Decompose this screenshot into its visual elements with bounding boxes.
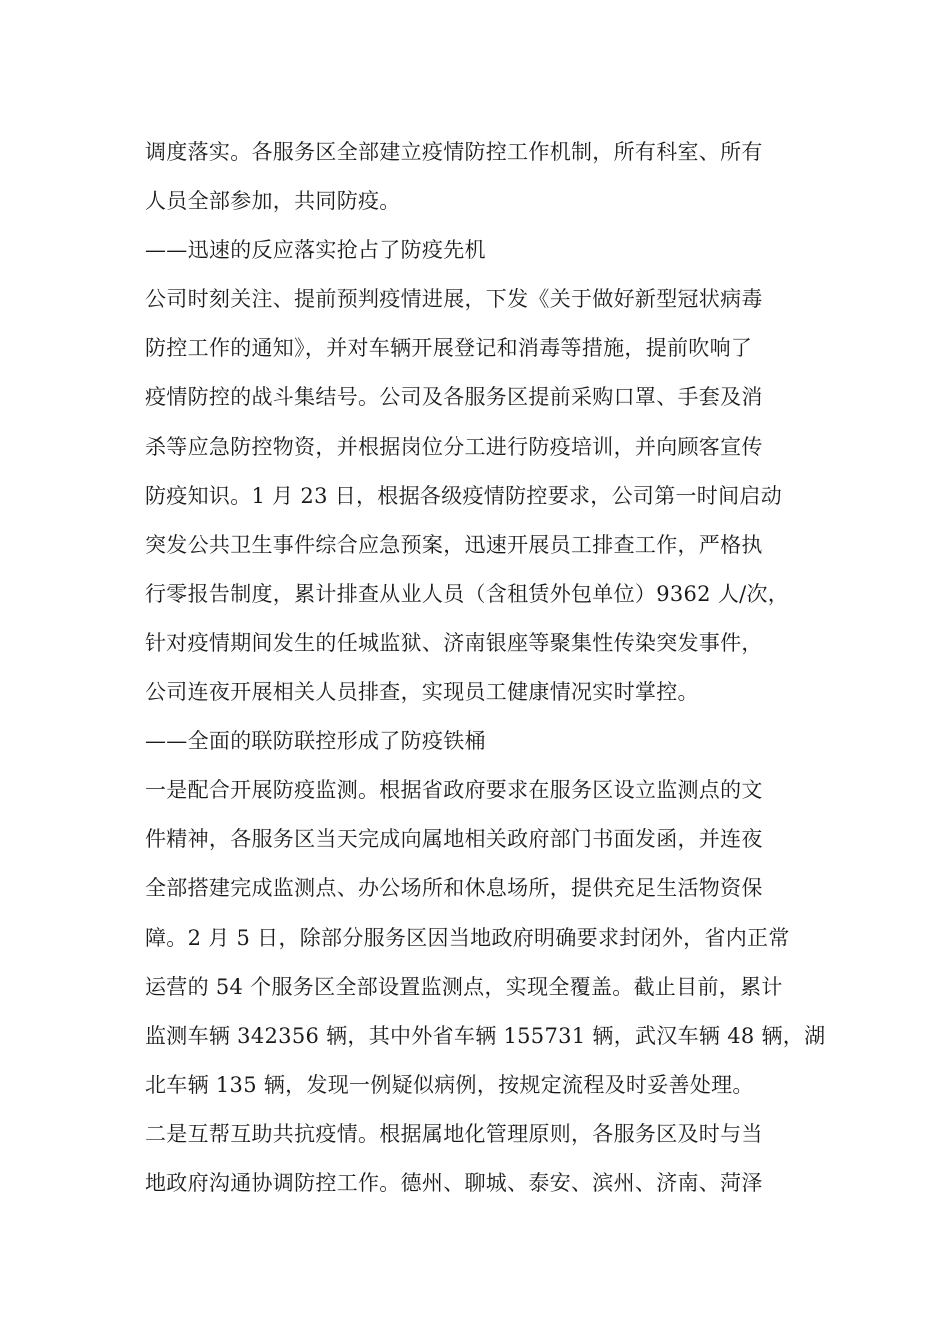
text-line: 针对疫情期间发生的任城监狱、济南银座等聚集性传染突发事件， bbox=[145, 630, 763, 655]
text-line: 二是互帮互助共抗疫情。根据属地化管理原则，各服务区及时与当 bbox=[145, 1121, 763, 1146]
text-line: 公司连夜开展相关人员排查，实现员工健康情况实时掌控。 bbox=[145, 680, 699, 705]
text-line: 一是配合开展防疫监测。根据省政府要求在服务区设立监测点的文 bbox=[145, 778, 763, 803]
text-line: 公司时刻关注、提前预判疫情进展，下发《关于做好新型冠状病毒 bbox=[145, 287, 763, 312]
text-line: 障。2 月 5 日，除部分服务区因当地政府明确要求封闭外，省内正常 bbox=[145, 925, 790, 950]
text-line: 件精神，各服务区当天完成向属地相关政府部门书面发函，并连夜 bbox=[145, 827, 763, 852]
text-line: 全部搭建完成监测点、办公场所和休息场所，提供充足生活物资保 bbox=[145, 876, 763, 901]
text-line: 防疫知识。1 月 23 日，根据各级疫情防控要求，公司第一时间启动 bbox=[145, 483, 783, 508]
section-heading: ——迅速的反应落实抢占了防疫先机 bbox=[145, 238, 486, 263]
document-body bbox=[145, 128, 826, 1208]
text-line: 突发公共卫生事件综合应急预案，迅速开展员工排查工作，严格执 bbox=[145, 532, 763, 557]
text-line: 运营的 54 个服务区全部设置监测点，实现全覆盖。截止目前，累计 bbox=[145, 974, 783, 999]
text-line: 疫情防控的战斗集结号。公司及各服务区提前采购口罩、手套及消 bbox=[145, 385, 763, 410]
section-heading: ——全面的联防联控形成了防疫铁桶 bbox=[145, 729, 486, 754]
text-line: 杀等应急防控物资，并根据岗位分工进行防疫培训，并向顾客宣传 bbox=[145, 434, 763, 459]
text-line: 北车辆 135 辆，发现一例疑似病例，按规定流程及时妥善处理。 bbox=[145, 1072, 754, 1097]
text-line: 人员全部参加，共同防疫。 bbox=[145, 189, 401, 214]
text-line: 监测车辆 342356 辆，其中外省车辆 155731 辆，武汉车辆 48 辆，湖 bbox=[145, 1023, 826, 1048]
text-line: 防控工作的通知》，并对车辆开展登记和消毒等措施，提前吹响了 bbox=[145, 336, 753, 361]
text-line: 行零报告制度，累计排查从业人员（含租赁外包单位）9362 人/次， bbox=[145, 581, 790, 606]
text-line: 调度落实。各服务区全部建立疫情防控工作机制，所有科室、所有 bbox=[145, 140, 763, 164]
text-line: 地政府沟通协调防控工作。德州、聊城、泰安、滨州、济南、菏泽 bbox=[145, 1170, 763, 1195]
